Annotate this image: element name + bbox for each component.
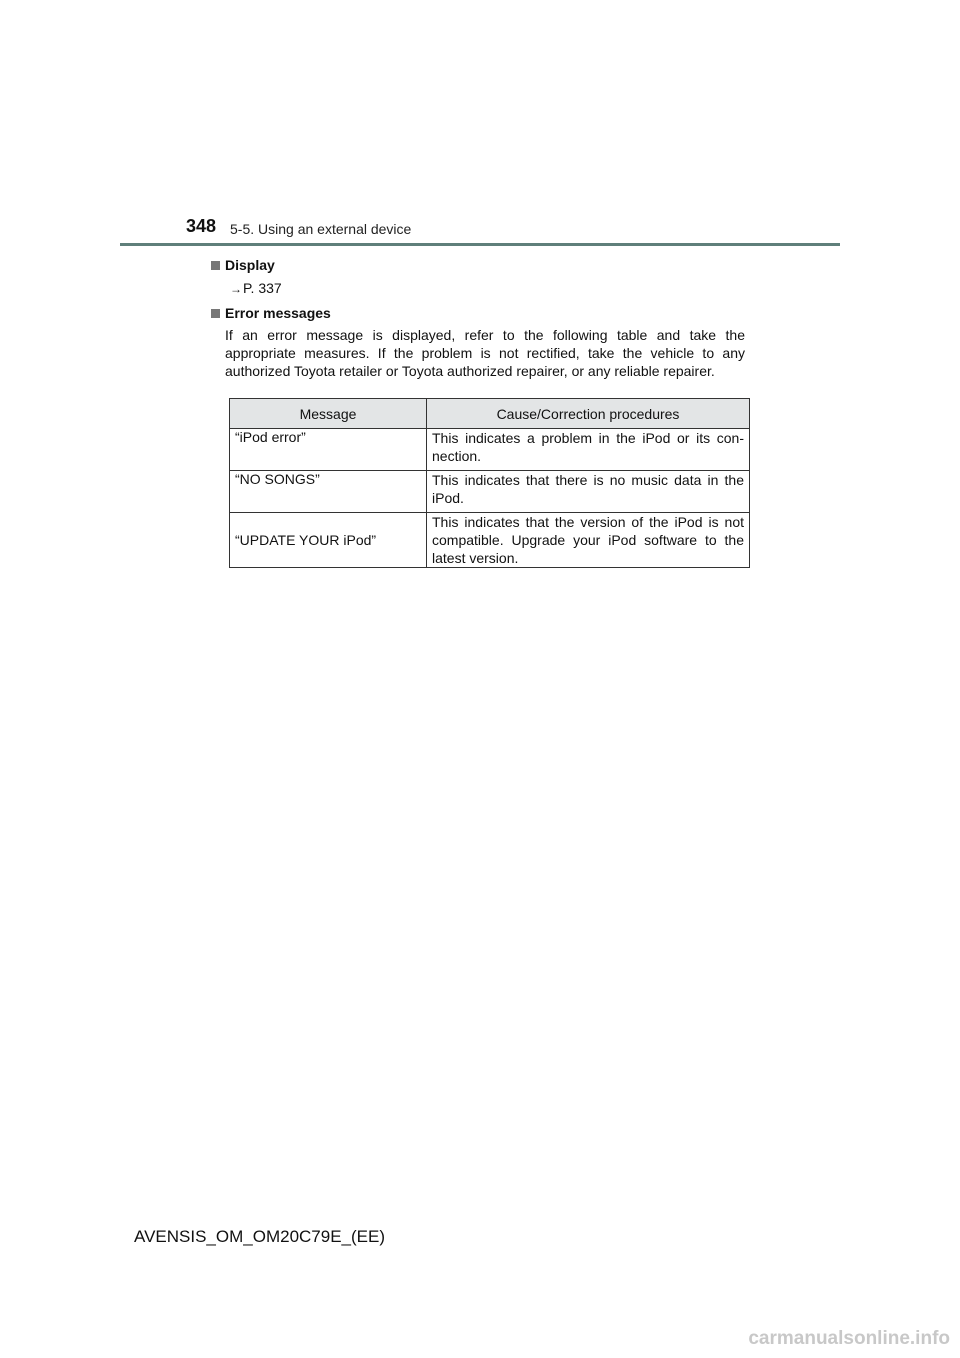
error-intro-paragraph: If an error message is displayed, refer to the following table and take the appropriate measures. If the problem is not rectified, take the vehicle to any authorized Toyota retailer or Toyota authorized repairer, or any reliable repairer. [225, 327, 745, 379]
table-cell-cause: This indicates a problem in the iPod or its con- nection. [427, 429, 750, 471]
table-row [230, 429, 750, 471]
display-reference-text: P. 337 [243, 280, 282, 296]
page-number: 348 [186, 216, 217, 236]
table-row [230, 513, 750, 568]
document-code: AVENSIS_OM_OM20C79E_(EE) [134, 1227, 385, 1246]
square-bullet-icon [211, 261, 220, 270]
table-header-message: Message [230, 399, 427, 429]
watermark: carmanualsonline.info [748, 1328, 950, 1349]
table-cell-message: “iPod error” [230, 429, 427, 471]
table-header-cause: Cause/Correction procedures [427, 399, 750, 429]
table-cell-cause: This indicates that the version of the iPod is not compatible. Upgrade your iPod software to the latest version. [427, 513, 750, 568]
display-reference[interactable] [230, 279, 751, 298]
error-messages-table [229, 398, 750, 568]
display-heading-text: Display [225, 257, 275, 273]
error-messages-heading [211, 304, 751, 322]
square-bullet-icon [211, 309, 220, 318]
table-cell-message: “NO SONGS” [230, 471, 427, 513]
table-cell-cause: This indicates that there is no music data in the iPod. [427, 471, 750, 513]
table-cell-message: “UPDATE YOUR iPod” [230, 513, 427, 568]
table-row [230, 471, 750, 513]
section-title: 5-5. Using an external device [230, 221, 412, 237]
page-content [211, 254, 751, 380]
arrow-right-icon: → [230, 282, 242, 296]
header-rule [120, 243, 840, 246]
error-messages-heading-text: Error messages [225, 305, 331, 321]
display-heading [211, 256, 751, 274]
table-header-row [230, 399, 750, 429]
